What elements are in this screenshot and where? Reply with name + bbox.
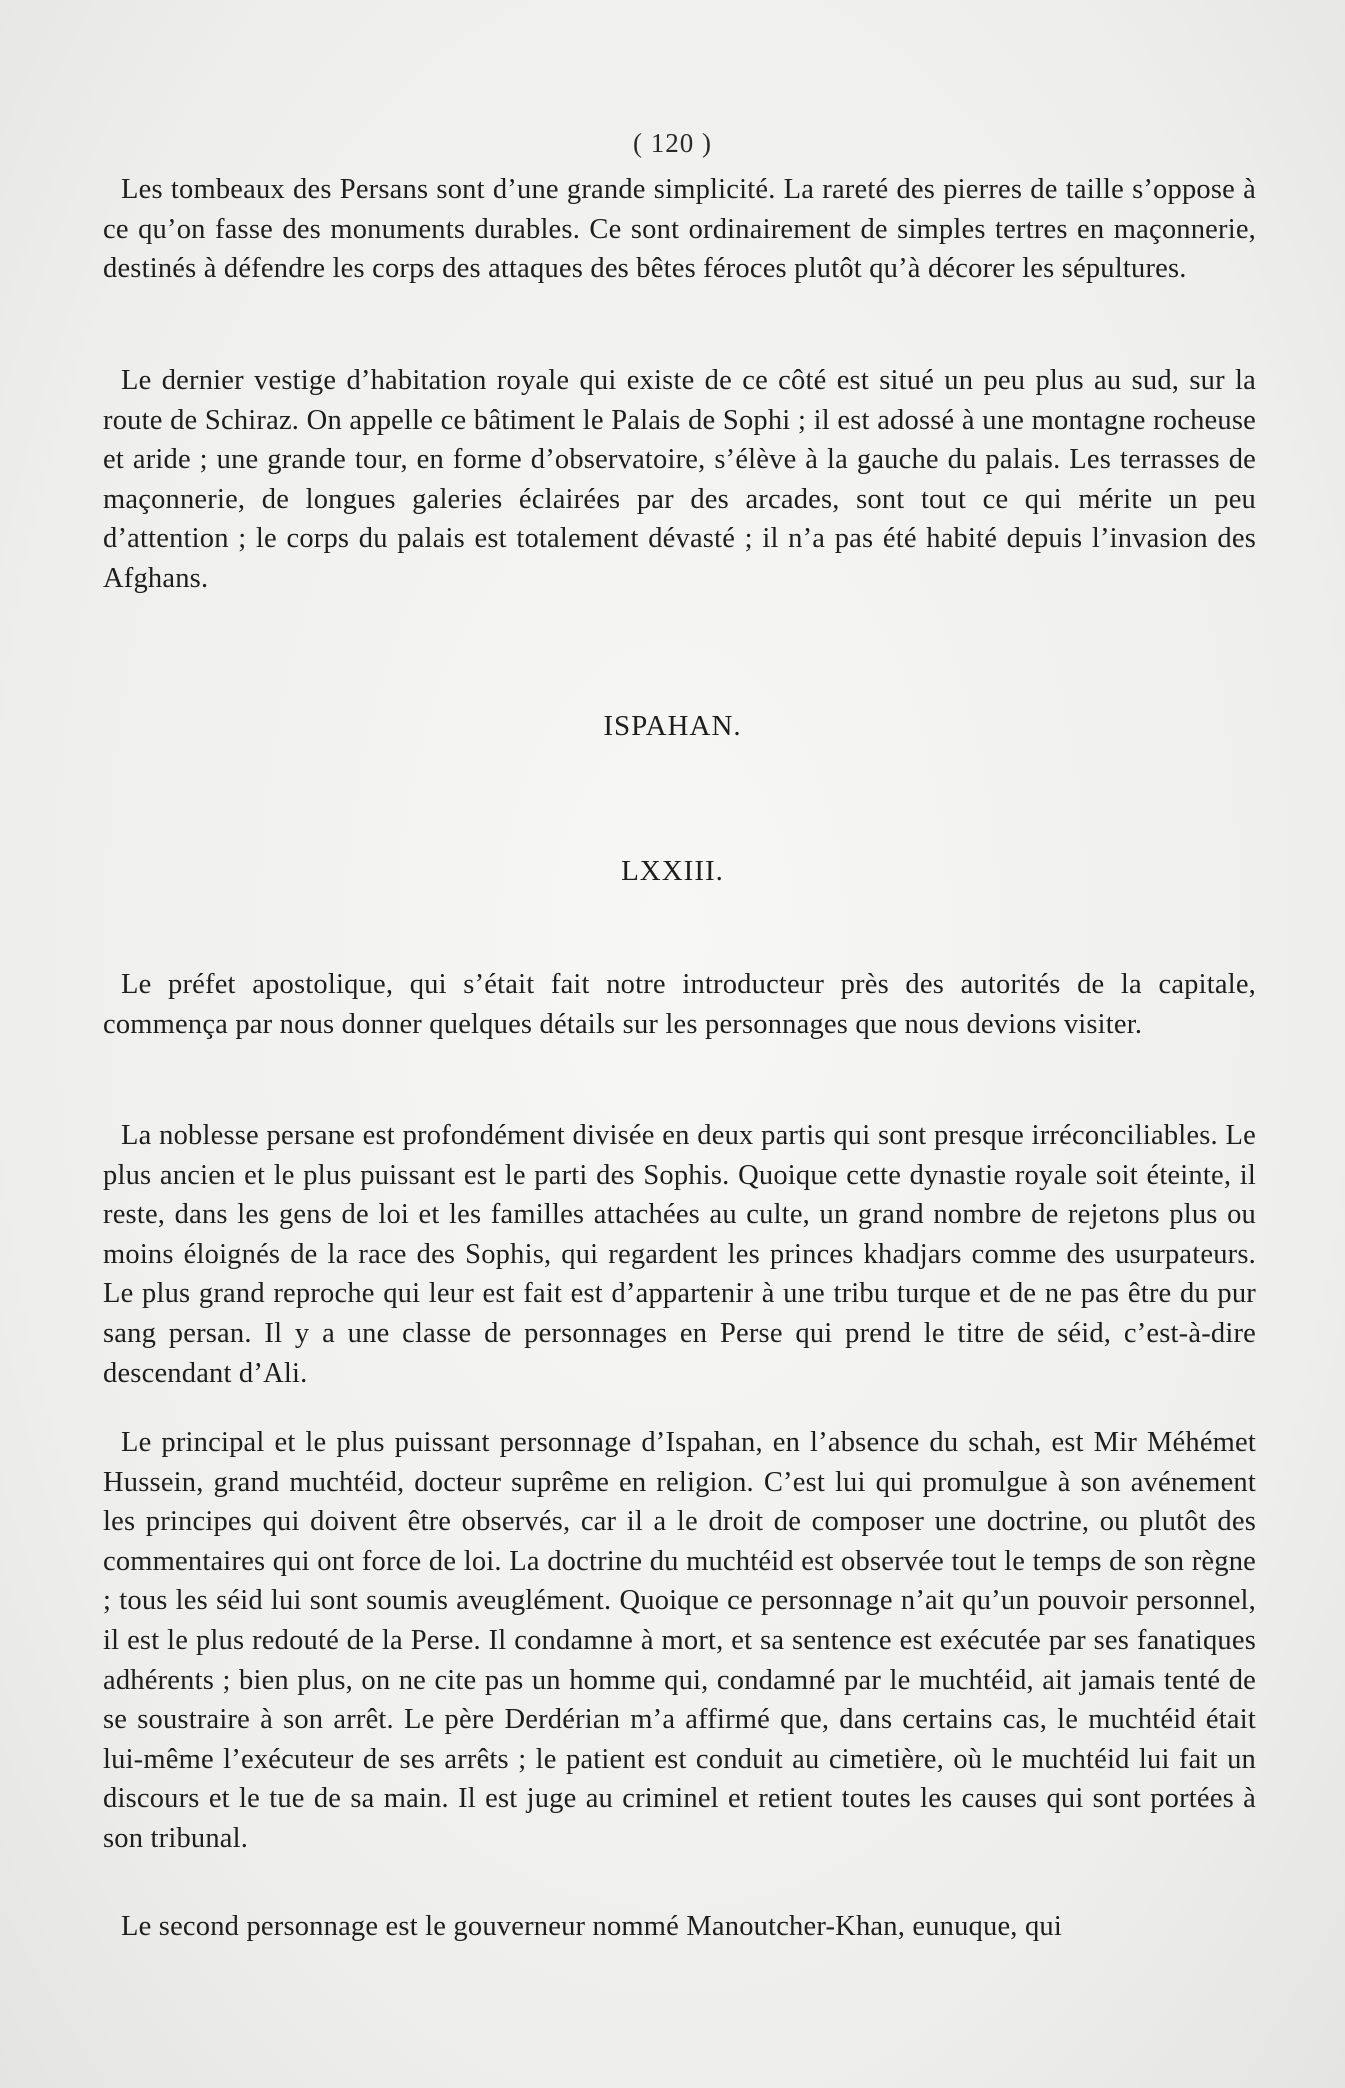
paragraph-text: Le dernier vestige d’habitation royale qui existe de ce côté est situé un peu plus au sud, sur la route de Schiraz. On appelle ce bâtiment le Palais de Sophi ; il est adossé à une montagne rocheuse et aride ; une grande tour, en forme d’observatoire, s’élève à la gauche du palais. Les terrasses de maçonnerie, de longues galeries éclairées par des arcades, sont tout ce qui mérite un peu d’attention ; le corps du palais est totalement dévasté ; il n’a pas été habité depuis l’invasion des Afghans. [103, 365, 1256, 594]
paragraph-text: La noblesse persane est profondément divisée en deux partis qui sont presque irréconciliables. Le plus ancien et le plus puissant est le parti des Sophis. Quoique cette dynastie royale soit éteinte, il reste, dans les gens de loi et les familles attachées au culte, un grand nombre de rejetons plus ou moins éloignés de la race des Sophis, qui regardent les princes khadjars comme des usurpateurs. Le plus grand reproche qui leur est fait est d’appartenir à une tribu turque et de ne pas être du pur sang persan. Il y a une classe de personnages en Perse qui prend le titre de séid, c’est-à-dire descendant d’Ali. [103, 1120, 1256, 1389]
paragraph-text: Le préfet apostolique, qui s’était fait notre introducteur près des autorités de la capitale, commença par nous donner quelques détails sur les personnages que nous devions visiter. [103, 969, 1256, 1040]
paragraph-palais-de-sophi [103, 361, 1256, 599]
section-title: ISPAHAN. [603, 710, 742, 742]
page-number: ( 120 ) [633, 128, 712, 158]
paragraph-text: Le second personnage est le gouverneur nommé Manoutcher-Khan, eunuque, qui [121, 1911, 1062, 1942]
paragraph-prefet-apostolique [103, 965, 1256, 1044]
paragraph-noblesse-persane [103, 1116, 1256, 1393]
paragraph-text: Les tombeaux des Persans sont d’une grande simplicité. La rareté des pierres de taille s’oppose à ce qu’on fasse des monuments durables. Ce sont ordinairement de simples tertres en maçonnerie, destinés à défendre les corps des attaques des bêtes féroces plutôt qu’à décorer les sépultures. [103, 174, 1256, 285]
chapter-number: LXXIII. [621, 855, 724, 887]
paragraph-text: Le principal et le plus puissant personnage d’Ispahan, en l’absence du schah, est Mir Méhémet Hussein, grand muchtéid, docteur suprême en religion. C’est lui qui promulgue à son avénement les principes qui doivent être observés, car il a le droit de composer une doctrine, ou plutôt des commentaires qui ont force de loi. La doctrine du muchtéid est observée tout le temps de son règne ; tous les séid lui sont soumis aveuglément. Quoique ce personnage n’ait qu’un pouvoir personnel, il est le plus redouté de la Perse. Il condamne à mort, et sa sentence est exécutée par ses fanatiques adhérents ; bien plus, on ne cite pas un homme qui, condamné par le muchtéid, ait jamais tenté de se soustraire à son arrêt. Le père Derdérian m’a affirmé que, dans certains cas, le muchtéid était lui-même l’exécuteur de ses arrêts ; le patient est conduit au cimetière, où le muchtéid lui fait un discours et le tue de sa main. Il est juge au criminel et retient toutes les causes qui sont portées à son tribunal. [103, 1427, 1256, 1854]
paragraph-gouverneur [103, 1907, 1256, 1947]
paragraph-tombeaux [103, 170, 1256, 289]
paragraph-muchteid [103, 1423, 1256, 1859]
